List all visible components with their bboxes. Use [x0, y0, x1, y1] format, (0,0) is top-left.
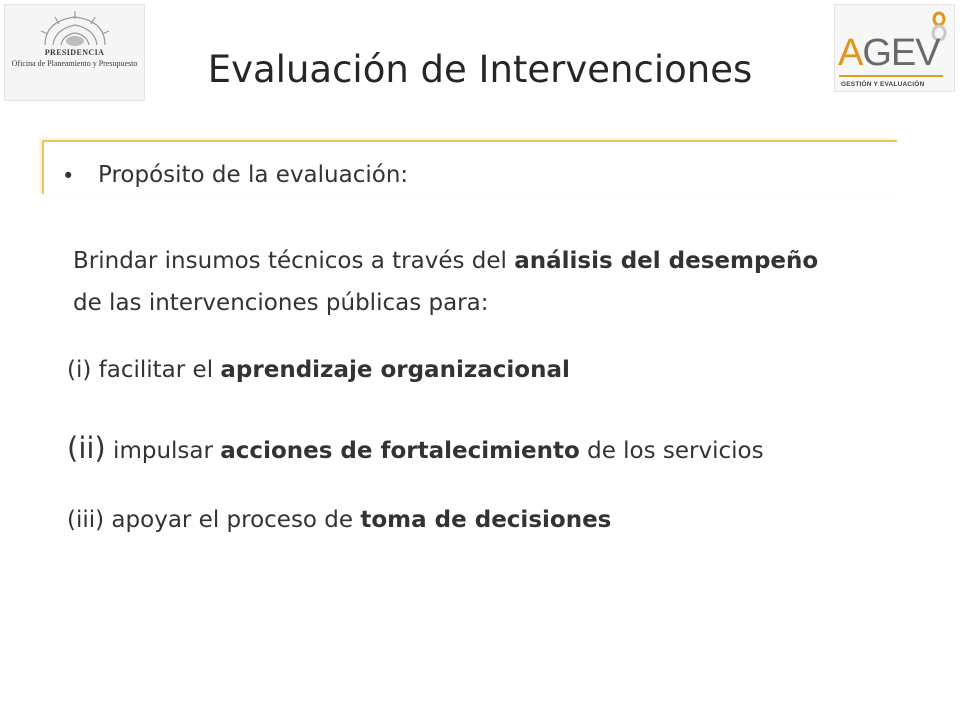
item-text-pre: apoyar el proceso de	[104, 507, 361, 533]
agev-wordmark-first: A	[838, 32, 863, 74]
item-number: (i)	[67, 357, 92, 383]
item-number: (iii)	[67, 507, 105, 533]
agev-wordmark-rest: GEV	[862, 32, 940, 74]
bullet-label: Propósito de la evaluación:	[98, 162, 409, 188]
list-item	[67, 507, 611, 533]
presidencia-label: PRESIDENCIA	[44, 48, 105, 57]
item-text-pre: impulsar	[105, 438, 221, 464]
bullet-dot-icon: •	[62, 164, 75, 188]
intro-text-pre: Brindar insumos técnicos a través del	[73, 248, 515, 274]
item-text-bold: toma de decisiones	[360, 507, 612, 533]
agev-subtitle: GESTIÓN Y EVALUACIÓN	[841, 81, 925, 88]
intro-text-bold: análisis del desempeño	[514, 248, 819, 274]
item-text-post: de los servicios	[579, 438, 764, 464]
item-text-pre: facilitar el	[91, 357, 221, 383]
item-number: (ii)	[67, 431, 106, 465]
intro-text-post: de las intervenciones públicas para:	[73, 290, 489, 316]
item-text-bold: acciones de fortalecimiento	[220, 438, 580, 464]
opp-label: Oficina de Planeamiento y Presupuesto	[11, 59, 138, 68]
intro-paragraph	[73, 240, 853, 324]
list-item	[67, 357, 570, 383]
item-text-bold: aprendizaje organizacional	[220, 357, 570, 383]
page-title: Evaluación de Intervenciones	[207, 48, 753, 91]
list-item	[67, 431, 764, 465]
